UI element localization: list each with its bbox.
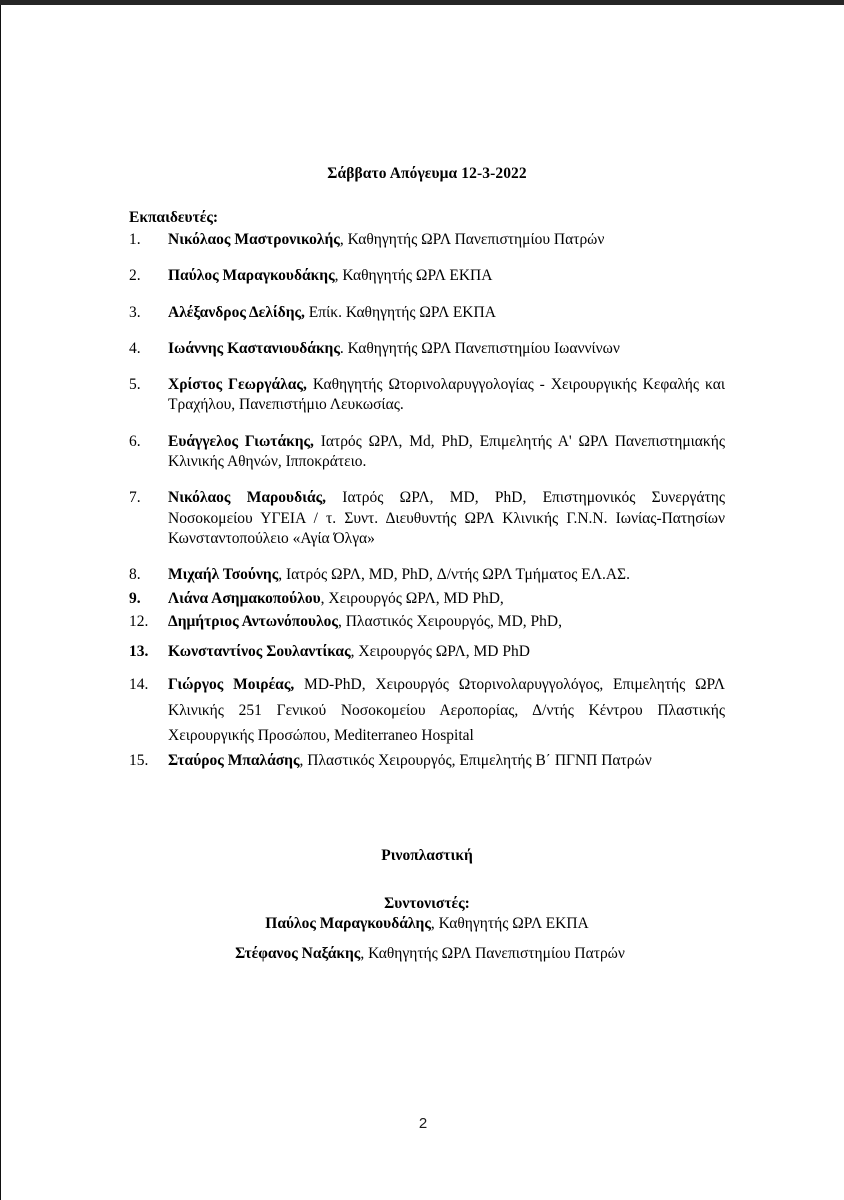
list-item-number: 14. xyxy=(129,676,149,694)
list-item xyxy=(129,589,725,609)
list-item xyxy=(129,432,725,473)
coordinator-entry xyxy=(129,944,725,965)
document-body xyxy=(129,165,725,965)
list-item-details: Ιατρός ΩΡΛ, MD, PhD, Επιστημονικός Συνεργάτης Νοσοκομείου ΥΓΕΙΑ / τ. Συντ. Διευθυντής ΩΡΛ Κλινικής Γ.Ν.Ν. Ιωνίας-Πατησίων Κωνσταντοπούλειο «Αγία Όλγα» xyxy=(168,489,725,547)
list-item-details: Ιατρός ΩΡΛ, Md, PhD, Επιμελητής Α' ΩΡΛ Πανεπιστημιακής Κλινικής Αθηνών, Ιπποκράτειο. xyxy=(168,432,725,471)
list-item-person: Λιάνα Ασημακοπούλου xyxy=(168,589,321,607)
list-item-number: 5. xyxy=(129,376,141,394)
list-item-person: Νικόλαος Μαρουδιάς, xyxy=(168,489,327,507)
list-item xyxy=(129,612,725,632)
list-item-person: Κωνσταντίνος Σουλαντίκας xyxy=(168,643,351,661)
instructor-list xyxy=(129,230,725,771)
list-item-details: , Πλαστικός Χειρουργός, MD, PhD, xyxy=(337,612,562,630)
list-item xyxy=(129,751,725,771)
coordinators-heading: Συντονιστές: xyxy=(384,895,470,913)
list-item-person: Γιώργος Μοιρέας, xyxy=(168,676,295,694)
list-item-number: 15. xyxy=(129,751,149,769)
list-item-number: 1. xyxy=(129,231,141,248)
list-item xyxy=(129,565,725,585)
list-item-number: 12. xyxy=(129,612,149,630)
list-item-person: Ιωάννης Καστανιουδάκης xyxy=(168,339,340,357)
list-item xyxy=(129,488,725,549)
coordinator-person: Παύλος Μαραγκουδάλης xyxy=(265,915,431,933)
list-item-details: , Χειρουργός ΩΡΛ, MD PhD xyxy=(350,643,530,661)
list-item-number: 2. xyxy=(129,267,141,285)
list-item xyxy=(129,230,725,250)
list-item-details: MD-PhD, Χειρουργός Ωτορινολαρυγγολόγος, Επιμελητής ΩΡΛ Κλινικής 251 Γενικού Νοσοκομείου Αεροπορίας, Δ/ντής Κέντρου Πλαστικής Χειρουργικής Προσώπου, Mediterraneo Hospital xyxy=(168,676,725,744)
list-item xyxy=(129,672,725,747)
coordinator-details: , Καθηγητής ΩΡΛ ΕΚΠΑ xyxy=(430,915,589,933)
list-item-person: Σταύρος Μπαλάσης xyxy=(168,751,300,769)
list-item xyxy=(129,375,725,416)
list-item xyxy=(129,642,725,662)
list-item-details: Επίκ. Καθηγητής ΩΡΛ ΕΚΠΑ xyxy=(304,303,496,321)
list-item-details: , Ιατρός ΩΡΛ, MD, PhD, Δ/ντής ΩΡΛ Τμήματος ΕΛ.ΑΣ. xyxy=(278,566,630,584)
coordinator-person: Στέφανος Ναξάκης xyxy=(235,945,361,962)
session-heading: Ρινοπλαστική xyxy=(381,847,473,865)
document-page xyxy=(0,5,844,1200)
list-item-details: , Καθηγητής ΩΡΛ Πανεπιστημίου Πατρών xyxy=(339,231,605,248)
list-item-number: 6. xyxy=(129,432,141,450)
section-heading-instructors: Εκπαιδευτές: xyxy=(129,209,219,226)
list-item-number: 4. xyxy=(129,339,141,357)
coordinator-details: , Καθηγητής ΩΡΛ Πανεπιστημίου Πατρών xyxy=(360,945,625,962)
list-item-person: Μιχαήλ Τσούνης xyxy=(168,566,279,584)
list-item-number: 3. xyxy=(129,303,141,321)
list-item-person: Χρίστος Γεωργάλας, xyxy=(168,376,307,394)
list-item-person: Παύλος Μαραγκουδάκης xyxy=(168,267,335,285)
page-title: Σάββατο Απόγευμα 12-3-2022 xyxy=(327,165,527,182)
page-number: 2 xyxy=(418,1115,428,1132)
list-item-number: 13. xyxy=(129,643,149,661)
list-item-person: Ευάγγελος Γιωτάκης, xyxy=(168,432,314,450)
list-item-number: 9. xyxy=(129,589,141,607)
list-item-details: . Καθηγητής ΩΡΛ Πανεπιστημίου Ιωαννίνων xyxy=(339,339,620,357)
list-item-details: , Καθηγητής ΩΡΛ ΕΚΠΑ xyxy=(334,267,493,285)
list-item xyxy=(129,266,725,286)
list-item-person: Δημήτριος Αντωνόπουλος xyxy=(168,612,338,630)
list-item-number: 8. xyxy=(129,566,141,584)
list-item-person: Νικόλαος Μαστρονικολής xyxy=(168,231,340,248)
list-item xyxy=(129,339,725,359)
list-item-person: Αλέξανδρος Δελίδης, xyxy=(168,303,305,321)
list-item xyxy=(129,303,725,323)
list-item-details: Καθηγητής Ωτορινολαρυγγολογίας - Χειρουργικής Κεφαλής και Τραχήλου, Πανεπιστήμιο Λευκωσίας. xyxy=(168,376,725,414)
list-item-details: , Χειρουργός ΩΡΛ, MD PhD, xyxy=(320,589,504,607)
list-item-details: , Πλαστικός Χειρουργός, Επιμελητής Β΄ ΠΓΝΠ Πατρών xyxy=(299,751,652,769)
list-item-number: 7. xyxy=(129,489,141,507)
coordinator-entry xyxy=(129,914,725,935)
